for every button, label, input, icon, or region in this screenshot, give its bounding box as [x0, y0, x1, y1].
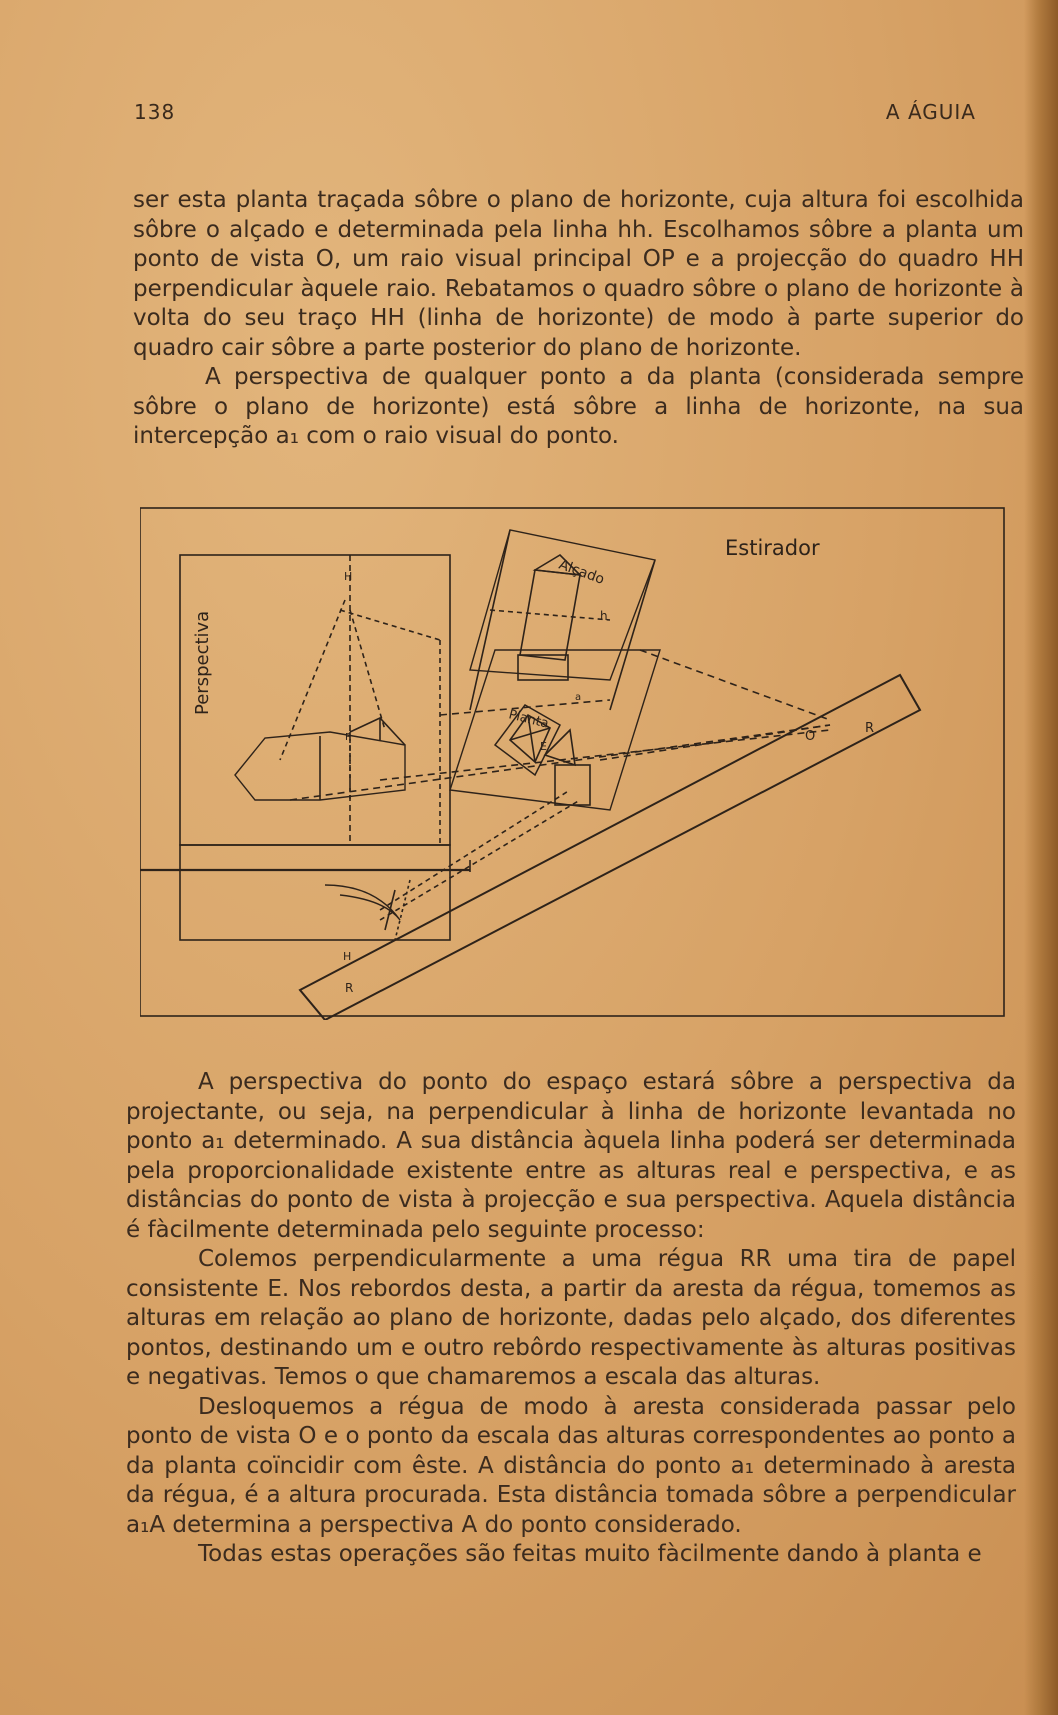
page-edge-shadow — [1024, 0, 1058, 1715]
alcado-label: Alçado — [556, 556, 607, 588]
alcado-solid — [520, 570, 580, 660]
p-label: P — [345, 732, 352, 743]
h-upper-label: H — [344, 570, 353, 583]
r-label-lower: R — [345, 981, 354, 995]
perspectiva-label: Perspectiva — [192, 610, 213, 715]
paragraph: A perspectiva do ponto do espaço estará sôbre a perspectiva da projectante, ou seja, na perpendicular à linha de horizonte levantada no ponto a₁ determinado. A sua distância àquela linha poderá ser determinada pela proporcionalidade existente entre as alturas real e perspectiva, e as distâncias do ponto de vista à projecção e sua perspectiva. Aquela distância é fàcilmente determinada pelo seguinte processo: — [126, 1069, 1016, 1243]
a-label: a — [575, 692, 582, 703]
running-title: A ÁGUIA — [885, 100, 976, 124]
h-bottom-label: H — [343, 950, 352, 963]
ruler-rr — [300, 675, 920, 1020]
planta-label: Planta — [507, 707, 551, 732]
text-block-top — [133, 186, 1024, 452]
r-label-upper: R — [865, 721, 875, 736]
page-number: 138 — [134, 100, 176, 124]
perspective-drawing-figure — [140, 500, 1008, 1020]
paragraph: A perspectiva de qualquer ponto a da planta (considerada sempre sôbre o plano de horizonte) está sôbre a linha de horizonte, na sua intercepção a₁ com o raio visual do ponto. — [133, 364, 1024, 449]
h-label: h — [600, 609, 608, 623]
estirador-label: Estirador — [725, 536, 820, 560]
page-header — [134, 100, 976, 130]
technical-drawing — [140, 500, 1008, 1020]
paragraph: ser esta planta traçada sôbre o plano de horizonte, cuja altura foi escolhida sôbre o alçado e determinada pela linha hh. Escolhamos sôbre a planta um ponto de vista O, um raio visual principal OP e a projecção do quadro HH perpendicular àquele raio. Rebatamos o quadro sôbre o plano de horizonte à volta do seu traço HH (linha de horizonte) de modo à parte superior do quadro cair sôbre a parte posterior do plano de horizonte. — [133, 187, 1024, 361]
perspective-frame — [180, 555, 450, 845]
paragraph: Desloquemos a régua de modo à aresta considerada passar pelo ponto de vista O e o ponto da escala das alturas correspondentes ao ponto a da planta coïncidir com êste. A distância do ponto a₁ determinado à aresta da régua, é a altura procurada. Esta distância tomada sôbre a perpendicular a₁A determina a perspectiva A do ponto considerado. — [126, 1393, 1016, 1538]
paragraph: Colemos perpendicularmente a uma régua RR uma tira de papel consistente E. Nos rebordos desta, a partir da aresta da régua, tomemos as alturas em relação ao plano de horizonte, dadas pelo alçado, dos diferentes pontos, destinando um e outro rebôrdo respectivamente às alturas positivas e negativas. Temos o que chamaremos a escala das alturas. — [126, 1246, 1016, 1390]
paragraph: Todas estas operações são feitas muito fàcilmente dando à planta e — [198, 1541, 982, 1567]
e-label: E — [540, 740, 547, 753]
alcado-block — [470, 530, 655, 680]
text-block-bottom — [126, 1068, 1016, 1570]
lower-frame — [180, 845, 450, 940]
o-label: O — [805, 729, 816, 744]
